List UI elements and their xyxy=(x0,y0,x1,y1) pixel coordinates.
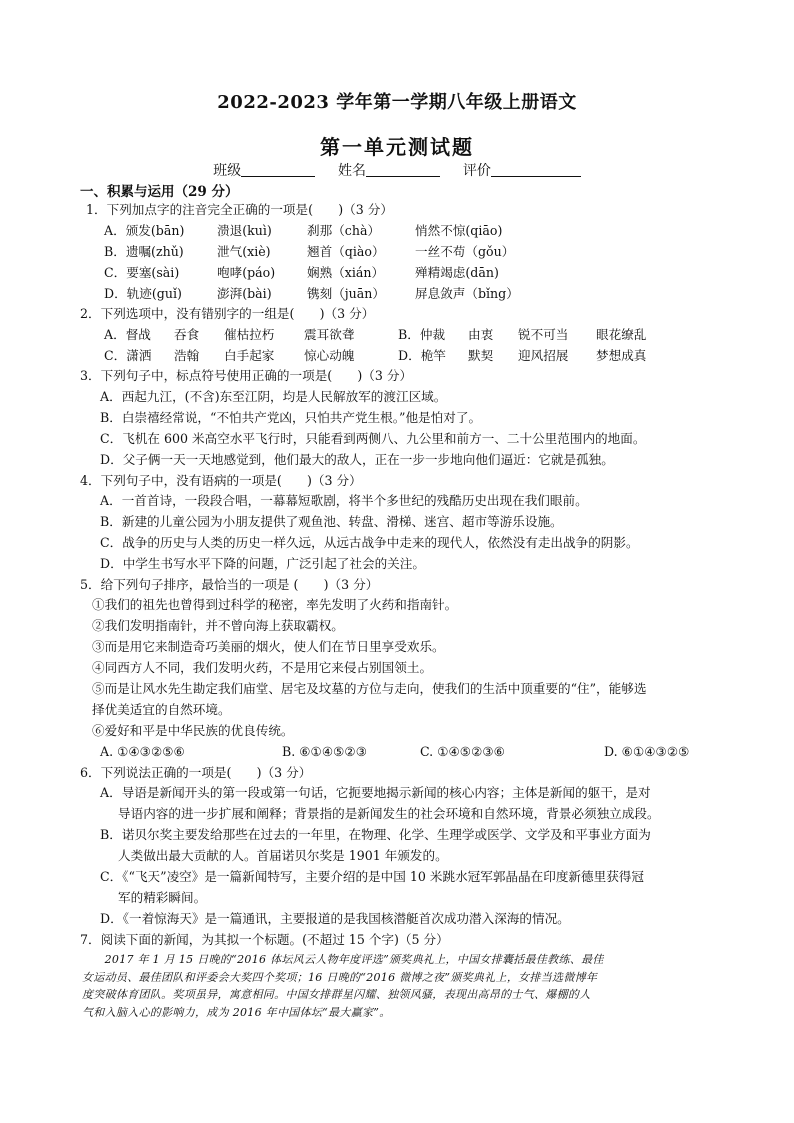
question-stem: 5．给下列句子排序，最恰当的一项是 ( )（3 分） xyxy=(80,577,379,592)
name-label: 姓名 xyxy=(338,163,366,179)
option-cell: 震耳欲聋 xyxy=(304,327,355,342)
option-cell: 眼花缭乱 xyxy=(596,327,647,342)
news-line: 气和入脑入心的影响力，成为 2016 年中国体坛“最大赢家”。 xyxy=(82,1005,391,1019)
option-line[interactable]: A．导语是新闻开头的第一段或第一句话，它扼要地揭示新闻的核心内容；主体是新闻的躯干，是对 xyxy=(100,785,651,800)
option-cell: 梦想成真 xyxy=(596,348,647,363)
section-heading: 一、积累与运用（29 分） xyxy=(80,184,239,200)
option-cell: 屏息敛声（bǐng） xyxy=(415,286,519,301)
sentence-line: ⑤而是让风水先生勘定我们庙堂、居宅及坟墓的方位与走向，使我们的生活中顶重要的“住”，能够选 xyxy=(92,681,647,696)
student-info-row xyxy=(0,160,794,180)
option-cell[interactable]: B．遗嘱(zhǔ) xyxy=(104,244,184,259)
option-cell: 默契 xyxy=(468,348,494,363)
question-stem: 6．下列说法正确的一项是( )（3 分） xyxy=(80,765,312,780)
option-cell: 咆哮(páo) xyxy=(217,265,276,280)
option-line[interactable]: A．西起九江，(不含)东至江阴，均是人民解放军的渡江区域。 xyxy=(100,389,447,404)
option-line[interactable]: B．诺贝尔奖主要发给那些在过去的一年里，在物理、化学、生理学或医学、文学及和平事业方面为 xyxy=(100,827,651,842)
option-line[interactable]: C．《“飞天”凌空》是一篇新闻特写，主要介绍的是中国 10 米跳水冠军郭晶晶在印度新德里获得冠 xyxy=(100,869,644,884)
class-blank[interactable] xyxy=(241,162,315,177)
option-cell: 惊心动魄 xyxy=(304,348,355,363)
exam-title: 2022-2023 学年第一学期八年级上册语文 xyxy=(217,92,577,113)
option-cell: 镌刻（juān） xyxy=(307,286,386,301)
option-cell: 催枯拉朽 xyxy=(224,327,275,342)
question-stem: 7．阅读下面的新闻，为其拟一个标题。(不超过 15 个字)（5 分） xyxy=(80,932,449,947)
news-line: 女运动员、最佳团队和评委会大奖四个奖项；16 日晚的“2016 微博之夜”颁奖典礼上，女排当选微博年 xyxy=(82,970,598,984)
option-cell[interactable]: C. ①④⑤②③⑥ xyxy=(420,744,505,759)
option-cell: 澎湃(bài) xyxy=(217,286,272,301)
question-stem: 2．下列选项中，没有错别字的一组是( )（3 分） xyxy=(80,306,375,321)
news-passage xyxy=(82,951,716,1021)
option-cell[interactable]: D. ⑥①④③②⑤ xyxy=(604,744,690,759)
option-cell[interactable]: C．要塞(sài) xyxy=(104,265,180,280)
sentence-line: ④同西方人不同，我们发明火药，不是用它来侵占别国领土。 xyxy=(92,660,433,675)
option-line[interactable]: D．父子俩一天一天地感觉到，他们最大的敌人，正在一步一步地向他们逼近：它就是孤独。 xyxy=(100,452,614,467)
option-line[interactable]: C．飞机在 600 米高空水平飞行时，只能看到两侧八、九公里和前方一、二十公里范围内的地面。 xyxy=(100,431,646,446)
option-line: 军的精彩瞬间。 xyxy=(118,890,207,905)
exam-subtitle: 第一单元测试题 xyxy=(320,135,474,159)
option-cell: 刹那（chà） xyxy=(307,223,381,238)
news-line: 度突破体育团队。奖项虽异，寓意相同。中国女排群星闪耀、独领风骚，表现出高昂的士气、爆棚的人 xyxy=(82,988,591,1001)
sentence-line: 择优美适宜的自然环境。 xyxy=(92,702,231,717)
option-cell: 一丝不苟（gǒu） xyxy=(415,244,515,259)
sentence-line: ①我们的祖先也曾得到过科学的秘密，率先发明了火药和指南针。 xyxy=(92,597,458,612)
option-cell[interactable]: D．桅竿 xyxy=(398,348,446,363)
eval-blank[interactable] xyxy=(491,162,581,177)
name-blank[interactable] xyxy=(366,162,440,177)
option-cell: 白手起家 xyxy=(224,348,275,363)
option-cell: 翘首（qiào） xyxy=(307,244,385,259)
option-cell[interactable]: C．潇洒 xyxy=(104,348,152,363)
option-cell: 娴熟（xián） xyxy=(307,265,385,280)
question-stem: 3．下列句子中，标点符号使用正确的一项是( )（3 分） xyxy=(80,368,413,383)
eval-label: 评价 xyxy=(462,163,491,179)
option-cell[interactable]: B．仲裁 xyxy=(398,327,446,342)
option-cell: 溃退(kuì) xyxy=(217,223,272,238)
option-cell: 迎风招展 xyxy=(518,348,569,363)
option-line[interactable]: B．白崇禧经常说，“不怕共产党凶，只怕共产党生根。”他是怕对了。 xyxy=(100,410,482,425)
option-line[interactable]: D．中学生书写水平下降的问题，广泛引起了社会的关注。 xyxy=(100,556,425,571)
question-stem: 1．下列加点字的注音完全正确的一项是( )（3 分） xyxy=(86,202,393,217)
option-cell[interactable]: D．轨迹(guǐ) xyxy=(104,286,182,301)
class-label: 班级 xyxy=(213,163,242,179)
option-cell: 泄气(xiè) xyxy=(217,244,271,259)
option-line: 人类做出最大贡献的人。首届诺贝尔奖是 1901 年颁发的。 xyxy=(118,848,448,863)
option-line[interactable]: B．新建的儿童公园为小朋友提供了观鱼池、转盘、滑梯、迷宫、超市等游乐设施。 xyxy=(100,514,563,529)
option-cell[interactable]: A．督战 xyxy=(104,327,151,342)
news-line: 2017 年 1 月 15 日晚的“2016 体坛风云人物年度评选”颁奖典礼上，中国女排囊括最佳教练、最佳 xyxy=(82,953,604,966)
option-cell: 浩翰 xyxy=(174,348,200,363)
option-cell[interactable]: A．颁发(bān) xyxy=(104,223,185,238)
sentence-line: ②我们发明指南针，并不曾向海上获取霸权。 xyxy=(92,618,344,633)
option-line[interactable]: C．战争的历史与人类的历史一样久远，从远古战争中走来的现代人，依然没有走出战争的阴影。 xyxy=(100,535,639,550)
sentence-line: ⑥爱好和平是中华民族的优良传统。 xyxy=(92,723,294,738)
option-line[interactable]: D．《一着惊海天》是一篇通讯，主要报道的是我国核潜艇首次成功潜入深海的情况。 xyxy=(100,911,570,926)
option-cell: 悄然不惊(qiāo) xyxy=(415,223,503,238)
option-line: 导语内容的进一步扩展和阐释；背景指的是新闻发生的社会环境和自然环境，背景必须独立成段。 xyxy=(118,806,660,821)
option-cell[interactable]: B. ⑥①④⑤②③ xyxy=(282,744,368,759)
option-cell: 由衷 xyxy=(468,327,494,342)
sentence-line: ③而是用它来制造奇巧美丽的烟火，使人们在节日里享受欢乐。 xyxy=(92,639,445,654)
option-cell: 吞食 xyxy=(174,327,200,342)
option-cell: 殚精竭虑(dān) xyxy=(415,265,499,280)
option-line[interactable]: A．一首首诗，一段段合唱，一幕幕短歌剧，将半个多世纪的残酷历史出现在我们眼前。 xyxy=(100,493,588,508)
option-cell: 锐不可当 xyxy=(518,327,569,342)
question-stem: 4．下列句子中，没有语病的一项是( )（3 分） xyxy=(80,473,362,488)
option-cell[interactable]: A. ①④③②⑤⑥ xyxy=(100,744,185,759)
